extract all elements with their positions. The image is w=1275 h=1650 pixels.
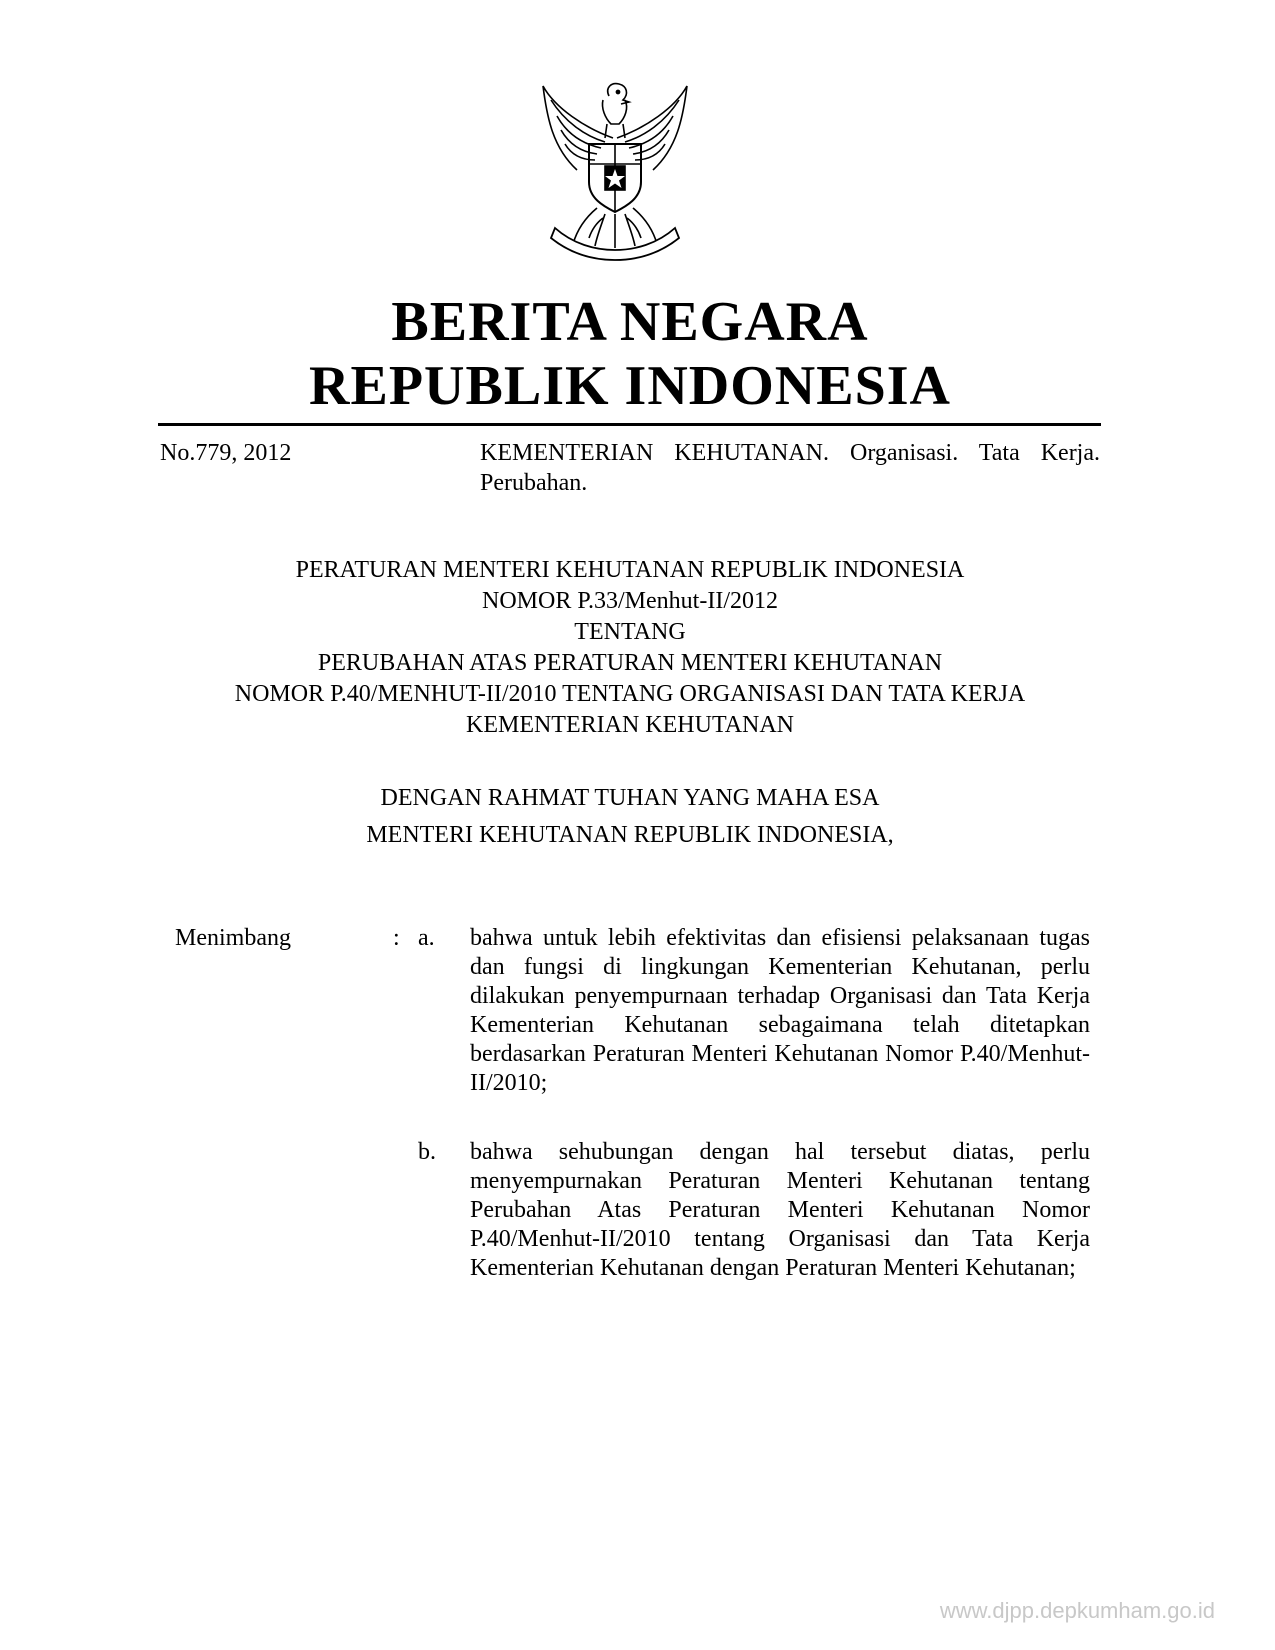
considering-separator: : [393,925,400,951]
masthead-subtitle: REPUBLIK INDONESIA [309,355,951,417]
regulation-number: NOMOR P.33/Menhut-II/2012 [481,588,778,614]
considering-label: Menimbang [175,925,291,951]
masthead-divider [158,423,1101,426]
regulation-subject-line: PERUBAHAN ATAS PERATURAN MENTERI KEHUTANAN [317,650,943,676]
issue-number: No.779, 2012 [160,440,292,466]
regulation-title-block [160,555,1100,741]
opening-authority: MENTERI KEHUTANAN REPUBLIK INDONESIA, [366,822,894,848]
opening-block [160,780,1100,854]
regulation-subject-line: NOMOR P.40/MENHUT-II/2010 TENTANG ORGANISASI DAN TATA KERJA [234,681,1026,707]
considering-item-text: bahwa sehubungan dengan hal tersebut diatas, perlu menyempurnakan Peraturan Menteri Kehutanan tentang Perubahan Atas Peraturan Menteri Kehutanan Nomor P.40/Menhut-II/2010 tentang Organisasi dan Tata Kerja Kementerian Kehutanan dengan Peraturan Menteri Kehutanan; [470,1139,1090,1281]
considering-item-text: bahwa untuk lebih efektivitas dan efisiensi pelaksanaan tugas dan fungsi di lingkungan Kementerian Kehutanan, perlu dilakukan penyempurnaan terhadap Organisasi dan Tata Kerja Kementerian Kehutanan sebagaimana telah ditetapkan berdasarkan Peraturan Menteri Kehutanan Nomor P.40/Menhut-II/2010; [470,925,1090,1096]
masthead-title: BERITA NEGARA [391,291,869,353]
regulation-title-line: PERATURAN MENTERI KEHUTANAN REPUBLIK INDONESIA [295,557,965,583]
opening-invocation: DENGAN RAHMAT TUHAN YANG MAHA ESA [380,785,880,811]
footer-url: www.djpp.depkumham.go.id [939,1598,1215,1623]
considering-item-letter: a. [418,925,435,951]
considering-item-letter: b. [418,1139,436,1165]
regulation-about: TENTANG [574,619,686,645]
garuda-pancasila-emblem-icon [525,78,705,268]
issue-subject: KEMENTERIAN KEHUTANAN. Organisasi. Tata Kerja. Perubahan. [480,440,1100,496]
regulation-subject-line: KEMENTERIAN KEHUTANAN [465,712,795,738]
